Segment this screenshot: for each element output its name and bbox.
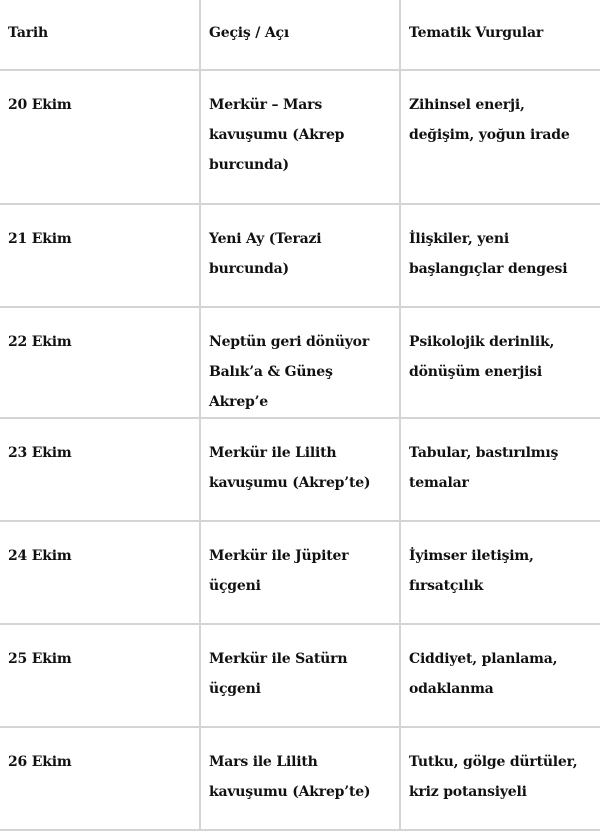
cell-date: 23 Ekim [0, 418, 200, 521]
header-theme: Tematik Vurgular [400, 0, 600, 70]
table-row [0, 624, 600, 727]
cell-theme: İyimser iletişim, fırsatçılık [400, 521, 600, 624]
table-row [0, 204, 600, 307]
cell-date: 25 Ekim [0, 624, 200, 727]
cell-transit: Merkür ile Jüpiter üçgeni [200, 521, 400, 624]
cell-theme: Tutku, gölge dürtüler, kriz potansiyeli [400, 727, 600, 830]
cell-theme: Ciddiyet, planlama, odaklanma [400, 624, 600, 727]
table-row [0, 307, 600, 418]
cell-theme: Zihinsel enerji, değişim, yoğun irade [400, 70, 600, 204]
cell-theme: İlişkiler, yeni başlangıçlar dengesi [400, 204, 600, 307]
cell-theme: Psikolojik derinlik, dönüşüm enerjisi [400, 307, 600, 418]
table-row [0, 521, 600, 624]
header-transit: Geçiş / Açı [200, 0, 400, 70]
cell-theme: Tabular, bastırılmış temalar [400, 418, 600, 521]
table-row [0, 70, 600, 204]
cell-date: 20 Ekim [0, 70, 200, 204]
cell-date: 22 Ekim [0, 307, 200, 418]
header-date: Tarih [0, 0, 200, 70]
table-row [0, 418, 600, 521]
cell-transit: Merkür – Mars kavuşumu (Akrep burcunda) [200, 70, 400, 204]
table-header-row [0, 0, 600, 70]
cell-transit: Neptün geri dönüyor Balık’a & Güneş Akrep’e [200, 307, 400, 418]
cell-date: 26 Ekim [0, 727, 200, 830]
cell-transit: Mars ile Lilith kavuşumu (Akrep’te) [200, 727, 400, 830]
cell-transit: Merkür ile Satürn üçgeni [200, 624, 400, 727]
cell-transit: Merkür ile Lilith kavuşumu (Akrep’te) [200, 418, 400, 521]
cell-transit: Yeni Ay (Terazi burcunda) [200, 204, 400, 307]
cell-date: 24 Ekim [0, 521, 200, 624]
cell-date: 21 Ekim [0, 204, 200, 307]
